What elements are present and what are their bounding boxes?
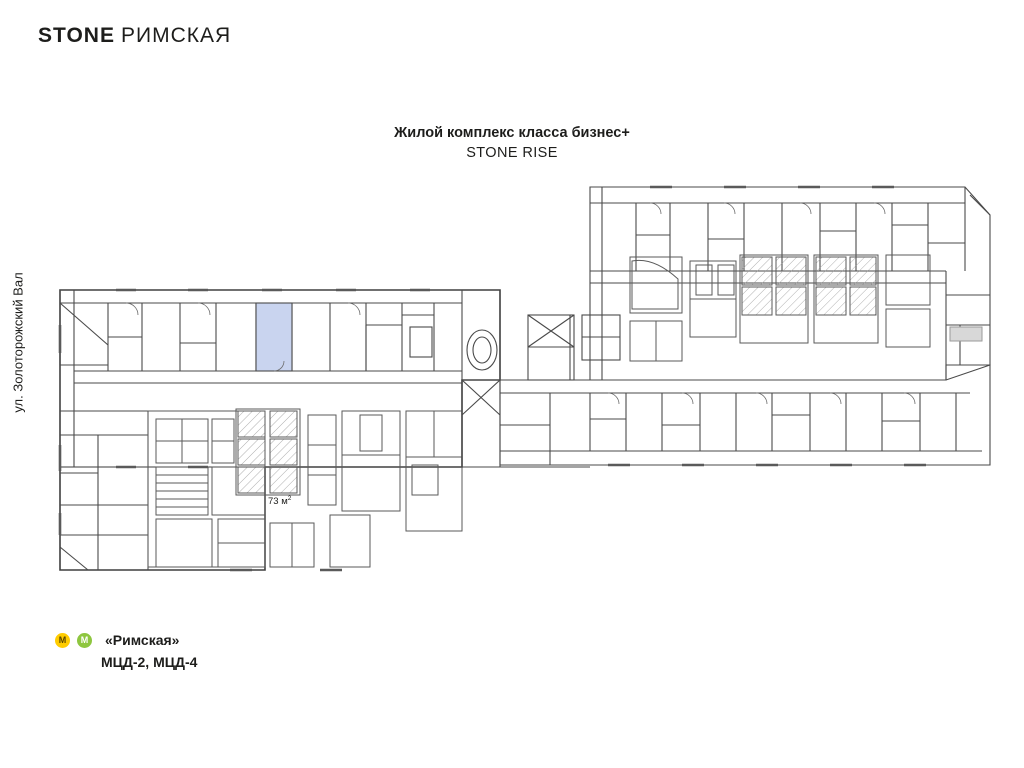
street-name-label xyxy=(7,272,29,555)
apartment-area-value: 73 м xyxy=(268,496,288,508)
metro-station-name: «Римская» xyxy=(105,632,180,648)
title-line-1: Жилой комплекс класса бизнес+ xyxy=(394,125,630,141)
page-title xyxy=(0,124,1024,163)
floor-plan xyxy=(30,175,1005,605)
southeast-wing xyxy=(500,365,990,465)
floor-plan-svg xyxy=(30,175,1005,605)
brand-logo xyxy=(38,24,231,48)
street-name-text: ул. Золоторожский Вал xyxy=(10,272,26,413)
metro-badge-icon-2: M xyxy=(77,633,92,648)
metro-legend xyxy=(55,632,197,670)
west-core xyxy=(148,409,462,567)
apartment-area-unit: 2 xyxy=(287,495,292,502)
title-line-2: STONE RISE xyxy=(466,144,558,161)
connector-passage xyxy=(462,315,620,467)
logo-brand-text: STONE xyxy=(38,24,115,47)
window-marks xyxy=(60,187,926,570)
highlighted-apartment xyxy=(256,303,292,371)
metro-station-row xyxy=(55,632,197,648)
metro-badge-icon-1: M xyxy=(55,633,70,648)
metro-lines-label: МЦД-2, МЦД-4 xyxy=(101,654,198,670)
logo-suffix-text: РИМСКАЯ xyxy=(120,24,232,47)
apartment-area-label xyxy=(268,495,291,507)
